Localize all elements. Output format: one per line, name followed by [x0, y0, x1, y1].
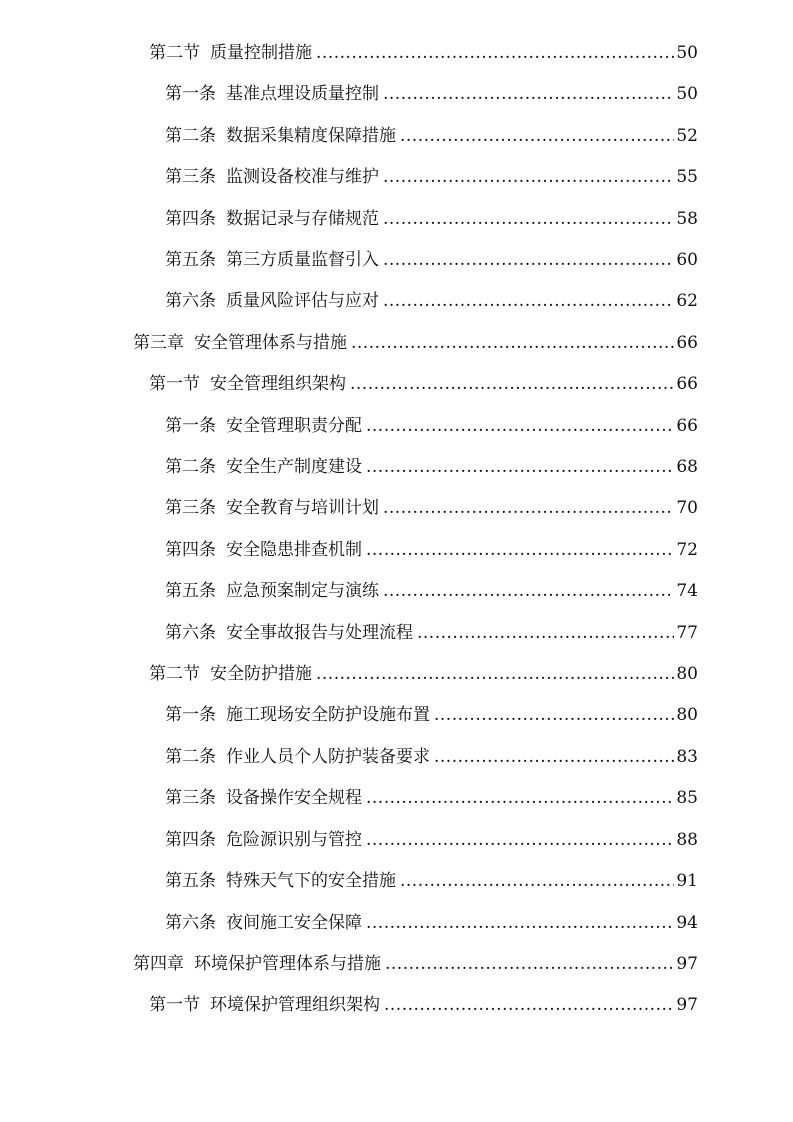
toc-page-number: 68 [676, 457, 698, 477]
toc-entry[interactable] [165, 204, 698, 230]
dot-leader [366, 912, 674, 934]
toc-entry-label [165, 746, 434, 768]
toc-page-number: 50 [676, 43, 698, 63]
toc-entry-title: 设备操作安全规程 [226, 788, 362, 808]
toc-entry[interactable] [165, 742, 698, 768]
toc-entry-label [133, 332, 351, 354]
toc-entry-title: 质量控制措施 [210, 43, 312, 63]
dot-leader [434, 746, 674, 768]
toc-entry-number: 第三条 [165, 498, 216, 518]
dot-leader [316, 663, 674, 685]
toc-page-number: 91 [676, 871, 698, 891]
toc-entry-number: 第五条 [165, 581, 216, 601]
toc-entry[interactable] [149, 38, 698, 64]
toc-entry[interactable] [165, 452, 698, 478]
toc-entry[interactable] [149, 369, 698, 395]
toc-entry-label [165, 125, 400, 147]
toc-entry-title: 安全生产制度建设 [226, 457, 362, 477]
toc-page-number: 66 [676, 333, 698, 353]
toc-entry-label [165, 166, 383, 188]
toc-entry-title: 安全管理职责分配 [226, 416, 362, 436]
toc-entry[interactable] [165, 411, 698, 437]
dot-leader [383, 497, 674, 519]
toc-entry[interactable] [133, 328, 698, 354]
dot-leader [383, 83, 674, 105]
toc-entry-label [165, 456, 366, 478]
toc-entry-number: 第二节 [149, 664, 200, 684]
toc-entry-label [149, 373, 350, 395]
toc-entry-label [165, 539, 366, 561]
toc-entry[interactable] [165, 825, 698, 851]
dot-leader [366, 787, 674, 809]
dot-leader [383, 208, 674, 230]
toc-page-number: 58 [676, 209, 698, 229]
toc-page-number: 94 [676, 913, 698, 933]
toc-entry-number: 第一节 [149, 995, 200, 1015]
toc-entry-number: 第五条 [165, 250, 216, 270]
toc-page-number: 97 [676, 954, 698, 974]
dot-leader [350, 373, 674, 395]
toc-entry-number: 第二条 [165, 457, 216, 477]
dot-leader [385, 953, 674, 975]
toc-page-number: 66 [676, 374, 698, 394]
toc-entry[interactable] [165, 245, 698, 271]
toc-entry-title: 应急预案制定与演练 [226, 581, 379, 601]
toc-entry-label [149, 994, 384, 1016]
toc-entry-number: 第一条 [165, 416, 216, 436]
toc-entry-title: 安全教育与培训计划 [226, 498, 379, 518]
toc-entry-label [149, 42, 316, 64]
toc-entry-title: 安全隐患排查机制 [226, 540, 362, 560]
dot-leader [366, 456, 674, 478]
toc-entry-label [149, 663, 316, 685]
toc-entry-title: 安全事故报告与处理流程 [226, 623, 413, 643]
toc-entry-title: 监测设备校准与维护 [226, 167, 379, 187]
dot-leader [400, 125, 674, 147]
toc-entry-number: 第三条 [165, 788, 216, 808]
dot-leader [351, 332, 674, 354]
toc-page-number: 85 [676, 788, 698, 808]
toc-page-number: 80 [676, 664, 698, 684]
toc-entry-label [165, 290, 383, 312]
toc-entry-title: 质量风险评估与应对 [226, 291, 379, 311]
toc-page-number: 62 [676, 291, 698, 311]
toc-entry-label [133, 953, 385, 975]
toc-page-number: 72 [676, 540, 698, 560]
toc-entry-number: 第四条 [165, 830, 216, 850]
toc-entry-label [165, 787, 366, 809]
toc-entry-number: 第四条 [165, 540, 216, 560]
toc-page-number: 74 [676, 581, 698, 601]
toc-entry-title: 安全防护措施 [210, 664, 312, 684]
toc-entry-label [165, 415, 366, 437]
toc-entry-title: 环境保护管理体系与措施 [194, 954, 381, 974]
toc-entry-label [165, 497, 383, 519]
toc-entry-label [165, 249, 383, 271]
toc-entry[interactable] [133, 949, 698, 975]
toc-entry-number: 第六条 [165, 623, 216, 643]
toc-entry-number: 第二条 [165, 747, 216, 767]
dot-leader [400, 870, 674, 892]
toc-entry-number: 第四条 [165, 209, 216, 229]
toc-entry-label [165, 83, 383, 105]
toc-page-number: 97 [676, 995, 698, 1015]
toc-entry-label [165, 208, 383, 230]
toc-entry-label [165, 870, 400, 892]
toc-entry[interactable] [165, 79, 698, 105]
toc-entry-title: 数据记录与存储规范 [226, 209, 379, 229]
dot-leader [316, 42, 674, 64]
toc-entry-title: 夜间施工安全保障 [226, 913, 362, 933]
dot-leader [384, 994, 674, 1016]
dot-leader [417, 622, 674, 644]
toc-entry-title: 第三方质量监督引入 [226, 250, 379, 270]
toc-page-number: 60 [676, 250, 698, 270]
toc-entry[interactable] [165, 493, 698, 519]
toc-entry-label [165, 580, 383, 602]
toc-page-number: 55 [676, 167, 698, 187]
dot-leader [383, 249, 674, 271]
toc-page-number: 70 [676, 498, 698, 518]
toc-page-number: 77 [676, 623, 698, 643]
toc-entry-number: 第四章 [133, 954, 184, 974]
toc-entry-title: 危险源识别与管控 [226, 830, 362, 850]
toc-entry-title: 作业人员个人防护装备要求 [226, 747, 430, 767]
toc-entry-title: 安全管理体系与措施 [194, 333, 347, 353]
dot-leader [383, 580, 674, 602]
toc-entry-title: 基准点埋设质量控制 [226, 84, 379, 104]
dot-leader [383, 166, 674, 188]
toc-entry-number: 第三章 [133, 333, 184, 353]
toc-entry-label [165, 622, 417, 644]
toc-entry[interactable] [165, 535, 698, 561]
toc-entry[interactable] [149, 990, 698, 1016]
toc-entry[interactable] [165, 162, 698, 188]
toc-page-number: 66 [676, 416, 698, 436]
toc-entry-number: 第三条 [165, 167, 216, 187]
toc-entry-number: 第一条 [165, 84, 216, 104]
toc-entry-title: 环境保护管理组织架构 [210, 995, 380, 1015]
dot-leader [434, 704, 674, 726]
toc-entry[interactable] [165, 908, 698, 934]
toc-entry[interactable] [165, 700, 698, 726]
toc-entry-number: 第五条 [165, 871, 216, 891]
toc-entry-number: 第六条 [165, 291, 216, 311]
toc-entry[interactable] [165, 866, 698, 892]
toc-entry-label [165, 704, 434, 726]
toc-entry[interactable] [165, 618, 698, 644]
dot-leader [366, 539, 674, 561]
toc-entry[interactable] [165, 286, 698, 312]
toc-entry-number: 第一节 [149, 374, 200, 394]
toc-page-number: 50 [676, 84, 698, 104]
toc-page-number: 80 [676, 705, 698, 725]
toc-page-number: 83 [676, 747, 698, 767]
toc-entry-number: 第一条 [165, 705, 216, 725]
dot-leader [366, 829, 674, 851]
toc-entry[interactable] [165, 121, 698, 147]
toc-entry-title: 施工现场安全防护设施布置 [226, 705, 430, 725]
toc-entry-number: 第二节 [149, 43, 200, 63]
toc-page-number: 52 [676, 126, 698, 146]
toc-entry-number: 第二条 [165, 126, 216, 146]
toc-entry-title: 特殊天气下的安全措施 [226, 871, 396, 891]
toc-page-number: 88 [676, 830, 698, 850]
dot-leader [383, 290, 674, 312]
toc-entry[interactable] [165, 576, 698, 602]
dot-leader [366, 415, 674, 437]
toc-entry-title: 数据采集精度保障措施 [226, 126, 396, 146]
toc-entry[interactable] [165, 783, 698, 809]
toc-entry-number: 第六条 [165, 913, 216, 933]
toc-entry-label [165, 829, 366, 851]
toc-entry[interactable] [149, 659, 698, 685]
toc-entry-label [165, 912, 366, 934]
toc-entry-title: 安全管理组织架构 [210, 374, 346, 394]
